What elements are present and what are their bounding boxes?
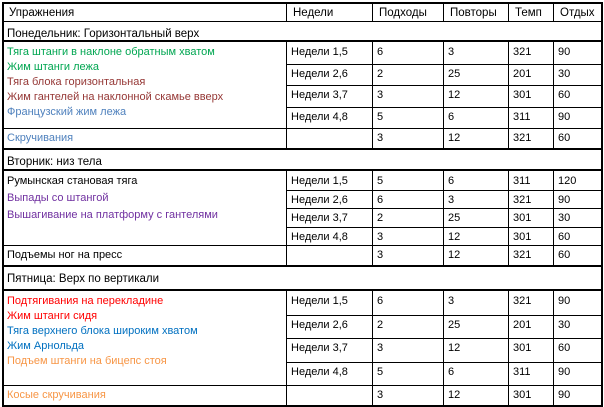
row-divider	[286, 107, 602, 108]
header-col-divider	[443, 2, 444, 22]
exercise-name: Жим штанги лежа	[7, 61, 99, 73]
col-divider	[508, 171, 509, 265]
table-border-left	[2, 2, 4, 407]
cell-value: 25	[448, 67, 461, 80]
cell-value: 25	[448, 212, 461, 224]
cell-value: 12	[448, 132, 461, 144]
day-title-divider	[2, 40, 602, 42]
exercise-name: Скручивания	[7, 132, 74, 144]
exercise-name: Подъем штанги на бицепс стоя	[7, 355, 167, 367]
week-label: Недели 4,8	[291, 110, 348, 123]
cell-value: 30	[558, 212, 571, 224]
cell-value: 6	[448, 110, 455, 123]
cell-value: 90	[558, 46, 571, 58]
cell-value: 3	[377, 132, 384, 144]
cell-value: 2	[377, 318, 384, 331]
cell-value: 30	[558, 67, 571, 80]
col-divider	[508, 291, 509, 405]
cell-value: 3	[448, 295, 455, 307]
cell-value: 321	[513, 193, 532, 206]
cell-value: 12	[448, 89, 461, 101]
cell-value: 90	[558, 110, 571, 123]
day-section-divider	[2, 265, 602, 267]
exercise-name: Тяга верхнего блока широким хватом	[7, 325, 198, 337]
col-divider	[443, 171, 444, 265]
cell-value: 12	[448, 249, 461, 261]
cell-value: 311	[513, 175, 531, 187]
cell-value: 3	[377, 342, 384, 354]
table-border-top	[2, 2, 603, 4]
cell-value: 3	[377, 230, 384, 243]
week-label: Недели 4,8	[291, 230, 348, 243]
cell-value: 12	[448, 342, 461, 354]
exercise-name: Подтягивания на перекладине	[7, 295, 164, 307]
col-divider	[286, 291, 287, 405]
cell-value: 12	[448, 389, 461, 401]
cell-value: 321	[513, 295, 532, 307]
cell-value: 321	[513, 249, 532, 261]
cell-value: 311	[513, 110, 531, 123]
cell-value: 60	[558, 249, 571, 261]
row-divider	[286, 64, 602, 65]
col-divider	[372, 171, 373, 265]
exercise-name: Румынская становая тяга	[7, 175, 138, 187]
row-divider	[286, 338, 602, 339]
col-divider	[508, 42, 509, 148]
cell-value: 5	[377, 110, 384, 123]
cell-value: 6	[448, 365, 455, 378]
header-2: Подходы	[379, 7, 427, 19]
week-label: Недели 1,5	[291, 295, 348, 307]
day-title-divider	[2, 289, 602, 291]
week-label: Недели 2,6	[291, 318, 348, 331]
row-divider	[286, 362, 602, 363]
week-label: Недели 3,7	[291, 212, 348, 224]
exercise-name: Жим гантелей на наклонной скамье вверх	[7, 91, 224, 103]
exercise-name: Вышагивание на платформу с гантелями	[7, 209, 218, 221]
cell-value: 3	[377, 249, 384, 261]
col-divider	[553, 42, 554, 148]
cell-value: 6	[448, 175, 455, 187]
cell-value: 3	[448, 46, 455, 58]
cell-value: 301	[513, 342, 532, 354]
week-label: Недели 1,5	[291, 46, 348, 58]
day-title: Вторник: низ тела	[7, 156, 102, 168]
cell-value: 321	[513, 132, 532, 144]
cell-value: 3	[377, 89, 384, 101]
cell-value: 2	[377, 212, 384, 224]
exercise-name: Французский жим лежа	[7, 106, 127, 118]
exercise-name: Выпады со штангой	[7, 192, 109, 204]
day-title: Пятница: Верх по вертикали	[7, 273, 160, 285]
col-divider	[372, 42, 373, 148]
header-5: Отдых	[560, 7, 595, 19]
week-label: Недели 1,5	[291, 175, 348, 187]
cell-value: 5	[377, 365, 384, 378]
cell-value: 201	[513, 67, 532, 80]
col-divider	[443, 291, 444, 405]
cell-value: 6	[377, 193, 384, 206]
cell-value: 60	[558, 89, 571, 101]
week-label: Недели 3,7	[291, 342, 348, 354]
exercise-name: Тяга блока горизонтальная	[7, 76, 146, 88]
cell-value: 60	[558, 230, 571, 243]
cell-value: 30	[558, 318, 571, 331]
row-divider	[286, 190, 602, 191]
cell-value: 12	[448, 230, 461, 243]
header-col-divider	[553, 2, 554, 22]
exercise-name: Подъемы ног на пресс	[7, 249, 123, 261]
cell-value: 301	[513, 230, 532, 243]
header-col-divider	[372, 2, 373, 22]
exercise-name: Косые скручивания	[7, 389, 106, 401]
week-label: Недели 4,8	[291, 365, 348, 378]
exercise-name: Тяга штанги в наклоне обратным хватом	[7, 46, 215, 58]
cell-value: 3	[448, 193, 455, 206]
cell-value: 301	[513, 389, 532, 401]
cell-value: 6	[377, 46, 384, 58]
header-divider	[2, 21, 602, 22]
day-section-divider	[2, 148, 602, 150]
cell-value: 6	[377, 295, 384, 307]
col-divider	[443, 42, 444, 148]
cell-value: 5	[377, 175, 384, 187]
cell-value: 60	[558, 132, 571, 144]
col-divider	[553, 291, 554, 405]
cell-value: 90	[558, 295, 571, 307]
cell-value: 201	[513, 318, 532, 331]
header-col-divider	[286, 2, 287, 22]
row-divider	[286, 85, 602, 86]
col-divider	[553, 171, 554, 265]
col-divider	[286, 42, 287, 148]
extra-row-divider	[2, 128, 602, 129]
cell-value: 90	[558, 365, 571, 378]
cell-value: 301	[513, 89, 532, 101]
cell-value: 90	[558, 193, 571, 206]
extra-row-divider	[2, 245, 602, 246]
cell-value: 120	[558, 175, 577, 187]
cell-value: 311	[513, 365, 531, 378]
row-divider	[286, 227, 602, 228]
week-label: Недели 2,6	[291, 67, 348, 80]
day-title-divider	[2, 169, 602, 171]
cell-value: 90	[558, 389, 571, 401]
col-divider	[372, 291, 373, 405]
row-divider	[286, 315, 602, 316]
cell-value: 2	[377, 67, 384, 80]
week-label: Недели 3,7	[291, 89, 348, 101]
header-0: Упражнения	[9, 7, 75, 19]
exercise-name: Жим Арнольда	[7, 340, 85, 352]
row-divider	[286, 208, 602, 209]
cell-value: 3	[377, 389, 384, 401]
cell-value: 321	[513, 46, 532, 58]
header-4: Темп	[515, 7, 542, 19]
cell-value: 301	[513, 212, 532, 224]
day-title: Понедельник: Горизонтальный верх	[7, 28, 200, 40]
extra-row-divider	[2, 385, 602, 386]
exercise-name: Жим штанги сидя	[7, 310, 98, 322]
cell-value: 60	[558, 342, 571, 354]
week-label: Недели 2,6	[291, 193, 348, 206]
header-col-divider	[508, 2, 509, 22]
cell-value: 25	[448, 318, 461, 331]
header-3: Повторы	[450, 7, 497, 19]
header-1: Недели	[293, 7, 334, 19]
col-divider	[286, 171, 287, 265]
